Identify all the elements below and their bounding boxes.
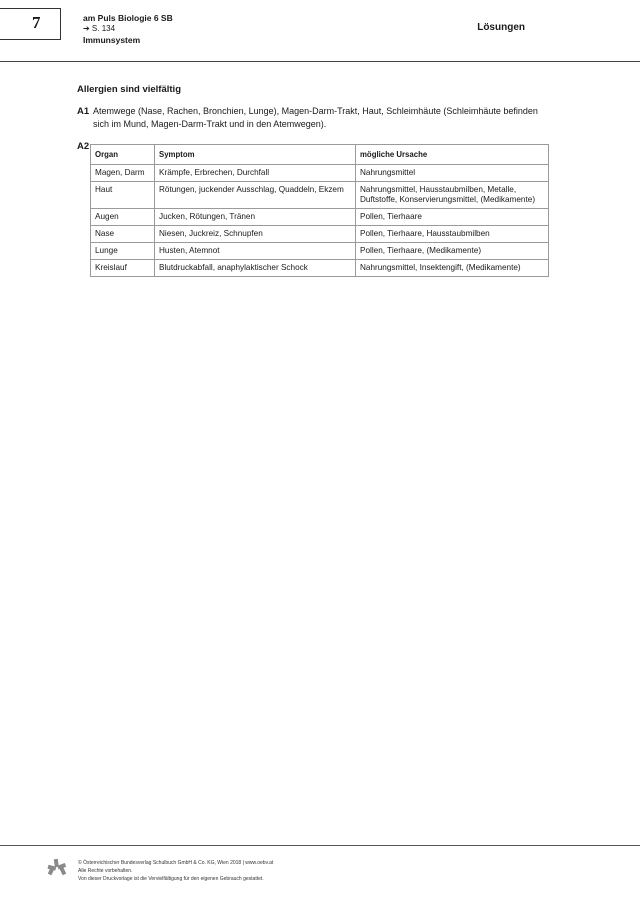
table-cell-cause: Pollen, Tierhaare bbox=[356, 209, 549, 226]
table-cell-symptom: Rötungen, juckender Ausschlag, Quaddeln, Ekzem bbox=[155, 182, 356, 209]
table-row bbox=[91, 243, 549, 260]
table-row bbox=[91, 182, 549, 209]
table-row bbox=[91, 165, 549, 182]
column-header-symptom: Symptom bbox=[155, 145, 356, 165]
copy-permission-line: Von dieser Druckvorlage ist die Vervielfältigung für den eigenen Gebrauch gestattet. bbox=[78, 876, 264, 882]
rights-line: Alle Rechte vorbehalten. bbox=[78, 868, 133, 874]
page-title: Allergien sind vielfältig bbox=[77, 84, 181, 95]
table-cell-cause: Nahrungsmittel bbox=[356, 165, 549, 182]
table-cell-symptom: Husten, Atemnot bbox=[155, 243, 356, 260]
table-cell-symptom: Jucken, Rötungen, Tränen bbox=[155, 209, 356, 226]
topic-title: Immunsystem bbox=[83, 35, 141, 45]
table-cell-cause: Pollen, Tierhaare, Hausstaubmilben bbox=[356, 226, 549, 243]
copyright-line: © Österreichischer Bundesverlag Schulbuch GmbH & Co. KG, Wien 2018 | www.oebv.at bbox=[78, 860, 274, 866]
table-cell-cause: Pollen, Tierhaare, (Medikamente) bbox=[356, 243, 549, 260]
copyright-notice bbox=[78, 859, 273, 883]
table-cell-organ: Lunge bbox=[91, 243, 155, 260]
table-row bbox=[91, 226, 549, 243]
table-cell-symptom: Niesen, Juckreiz, Schnupfen bbox=[155, 226, 356, 243]
column-header-cause: mögliche Ursache bbox=[356, 145, 549, 165]
section-label: Lösungen bbox=[477, 22, 525, 33]
task-a1-answer: Atemwege (Nase, Rachen, Bronchien, Lunge), Magen-Darm-Trakt, Haut, Schleimhäute (Schleimhäute befinden sich im Mund, Magen-Darm-Trakt und in den Atemwegen). bbox=[93, 106, 538, 129]
table-cell-organ: Kreislauf bbox=[91, 260, 155, 277]
table-row bbox=[91, 209, 549, 226]
table-cell-organ: Magen, Darm bbox=[91, 165, 155, 182]
table-cell-organ: Haut bbox=[91, 182, 155, 209]
oebv-star-logo-icon bbox=[47, 858, 67, 878]
footer-divider bbox=[0, 845, 640, 846]
header-divider bbox=[0, 61, 640, 62]
table-header-row bbox=[91, 145, 549, 165]
page-number: 7 bbox=[32, 13, 41, 32]
task-a2-label: A2 bbox=[77, 141, 90, 152]
book-title: am Puls Biologie 6 SB bbox=[83, 13, 173, 23]
table-cell-cause: Nahrungsmittel, Hausstaubmilben, Metalle, Duftstoffe, Konservierungsmittel, (Medikamente) bbox=[356, 182, 549, 209]
table-cell-cause: Nahrungsmittel, Insektengift, (Medikamente) bbox=[356, 260, 549, 277]
column-header-organ: Organ bbox=[91, 145, 155, 165]
table-cell-organ: Augen bbox=[91, 209, 155, 226]
task-a1-label: A1 bbox=[77, 106, 90, 117]
table-cell-symptom: Krämpfe, Erbrechen, Durchfall bbox=[155, 165, 356, 182]
table-row bbox=[91, 260, 549, 277]
allergy-table bbox=[90, 144, 549, 277]
page-number-box bbox=[0, 8, 61, 40]
table-cell-organ: Nase bbox=[91, 226, 155, 243]
page-reference: ➔ S. 134 bbox=[83, 24, 116, 33]
table-cell-symptom: Blutdruckabfall, anaphylaktischer Schock bbox=[155, 260, 356, 277]
